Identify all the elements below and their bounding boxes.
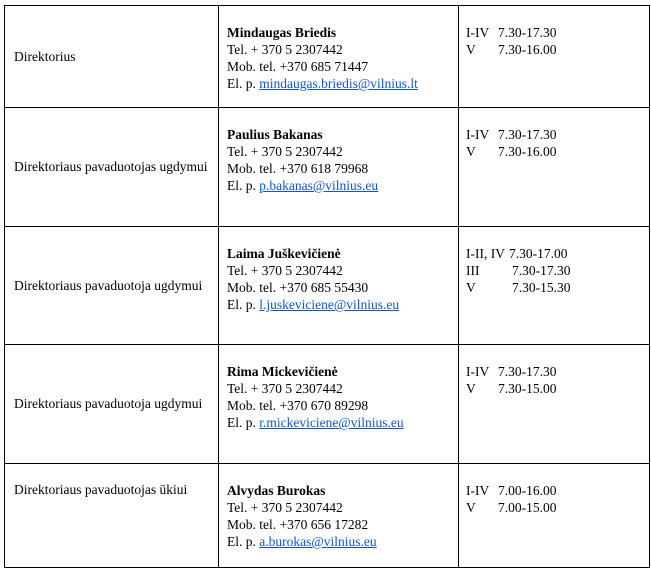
mobile-text: Mob. tel. +370 670 89298 (227, 398, 369, 413)
hours-days: I-IV (466, 483, 490, 498)
table-row (5, 227, 650, 345)
role-text: Direktoriaus pavaduotojas ugdymui (14, 159, 208, 174)
hours-days: V (466, 280, 476, 295)
hours-line (466, 279, 645, 296)
role-text: Direktorius (14, 48, 76, 64)
person-name: Rima Mickevičienė (227, 364, 338, 379)
phone-text: Tel. + 370 5 2307442 (227, 42, 343, 57)
mobile-text: Mob. tel. +370 656 17282 (227, 517, 369, 532)
hours-cell (459, 345, 650, 464)
phone-text: Tel. + 370 5 2307442 (227, 381, 343, 396)
hours-time: 7.30-15.30 (512, 280, 571, 295)
hours-time: 7.00-15.00 (498, 500, 557, 515)
email-link[interactable]: p.bakanas@vilnius.eu (259, 178, 379, 193)
email-prefix: El. p. (227, 178, 256, 193)
person-name: Alvydas Burokas (227, 483, 326, 498)
phone-text: Tel. + 370 5 2307442 (227, 500, 343, 515)
role-cell (5, 6, 219, 108)
hours-time: 7.30-17.30 (512, 263, 571, 278)
hours-days: I-IV (466, 364, 490, 379)
phone-text: Tel. + 370 5 2307442 (227, 263, 343, 278)
hours-line (466, 245, 645, 262)
hours-days: V (466, 500, 476, 515)
table-row (5, 345, 650, 464)
role-text: Direktoriaus pavaduotojas ūkiui (14, 482, 188, 497)
hours-line (466, 380, 645, 397)
hours-line (466, 262, 645, 279)
mobile-text: Mob. tel. +370 685 55430 (227, 280, 369, 295)
hours-cell (459, 108, 650, 227)
hours-time: 7.30-16.00 (498, 42, 557, 57)
hours-days: III (466, 263, 480, 278)
person-name: Laima Juškevičienė (227, 246, 341, 261)
email-line (227, 177, 454, 194)
email-link[interactable]: l.juskeviciene@vilnius.eu (259, 297, 400, 312)
person-name: Paulius Bakanas (227, 127, 323, 142)
hours-days: V (466, 381, 476, 396)
email-line (227, 533, 454, 550)
hours-days: V (466, 42, 476, 57)
email-link[interactable]: mindaugas.briedis@vilnius.lt (259, 76, 418, 91)
email-link[interactable]: a.burokas@vilnius.eu (259, 534, 377, 549)
mobile-text: Mob. tel. +370 618 79968 (227, 161, 369, 176)
hours-time: 7.30-17.30 (498, 364, 557, 379)
mobile-text: Mob. tel. +370 685 71447 (227, 59, 369, 74)
hours-days: I-IV (466, 25, 490, 40)
hours-days: I-IV (466, 127, 490, 142)
email-line (227, 75, 454, 92)
table-row (5, 464, 650, 568)
hours-time: 7.30-17.00 (508, 246, 568, 261)
contact-cell (219, 227, 459, 345)
email-prefix: El. p. (227, 415, 256, 430)
contact-cell (219, 345, 459, 464)
role-cell (5, 345, 219, 464)
hours-time: 7.30-16.00 (498, 144, 557, 159)
hours-line (466, 482, 645, 499)
hours-line (466, 143, 645, 160)
email-line (227, 414, 454, 431)
role-text: Direktoriaus pavaduotoja ugdymui (14, 277, 203, 293)
hours-days: V (466, 144, 476, 159)
hours-line (466, 499, 645, 516)
contact-cell (219, 464, 459, 568)
contact-cell (219, 108, 459, 227)
phone-text: Tel. + 370 5 2307442 (227, 144, 343, 159)
hours-time: 7.30-17.30 (498, 25, 557, 40)
email-prefix: El. p. (227, 76, 256, 91)
hours-line (466, 41, 645, 58)
person-name: Mindaugas Briedis (227, 25, 337, 40)
staff-contact-table (4, 5, 650, 568)
hours-days: I-II, IV (466, 246, 505, 261)
table-row (5, 6, 650, 108)
hours-cell (459, 6, 650, 108)
email-prefix: El. p. (227, 534, 256, 549)
hours-line (466, 24, 645, 41)
hours-line (466, 363, 645, 380)
role-cell (5, 108, 219, 227)
role-text: Direktoriaus pavaduotoja ugdymui (14, 396, 203, 411)
hours-cell (459, 227, 650, 345)
table-row (5, 108, 650, 227)
hours-time: 7.30-15.00 (498, 381, 557, 396)
hours-line (466, 126, 645, 143)
hours-time: 7.30-17.30 (498, 127, 557, 142)
role-cell (5, 464, 219, 568)
hours-cell (459, 464, 650, 568)
role-cell (5, 227, 219, 345)
email-line (227, 296, 454, 313)
email-link[interactable]: r.mickeviciene@vilnius.eu (259, 415, 404, 430)
contact-cell (219, 6, 459, 108)
hours-time: 7.00-16.00 (498, 483, 557, 498)
email-prefix: El. p. (227, 297, 256, 312)
